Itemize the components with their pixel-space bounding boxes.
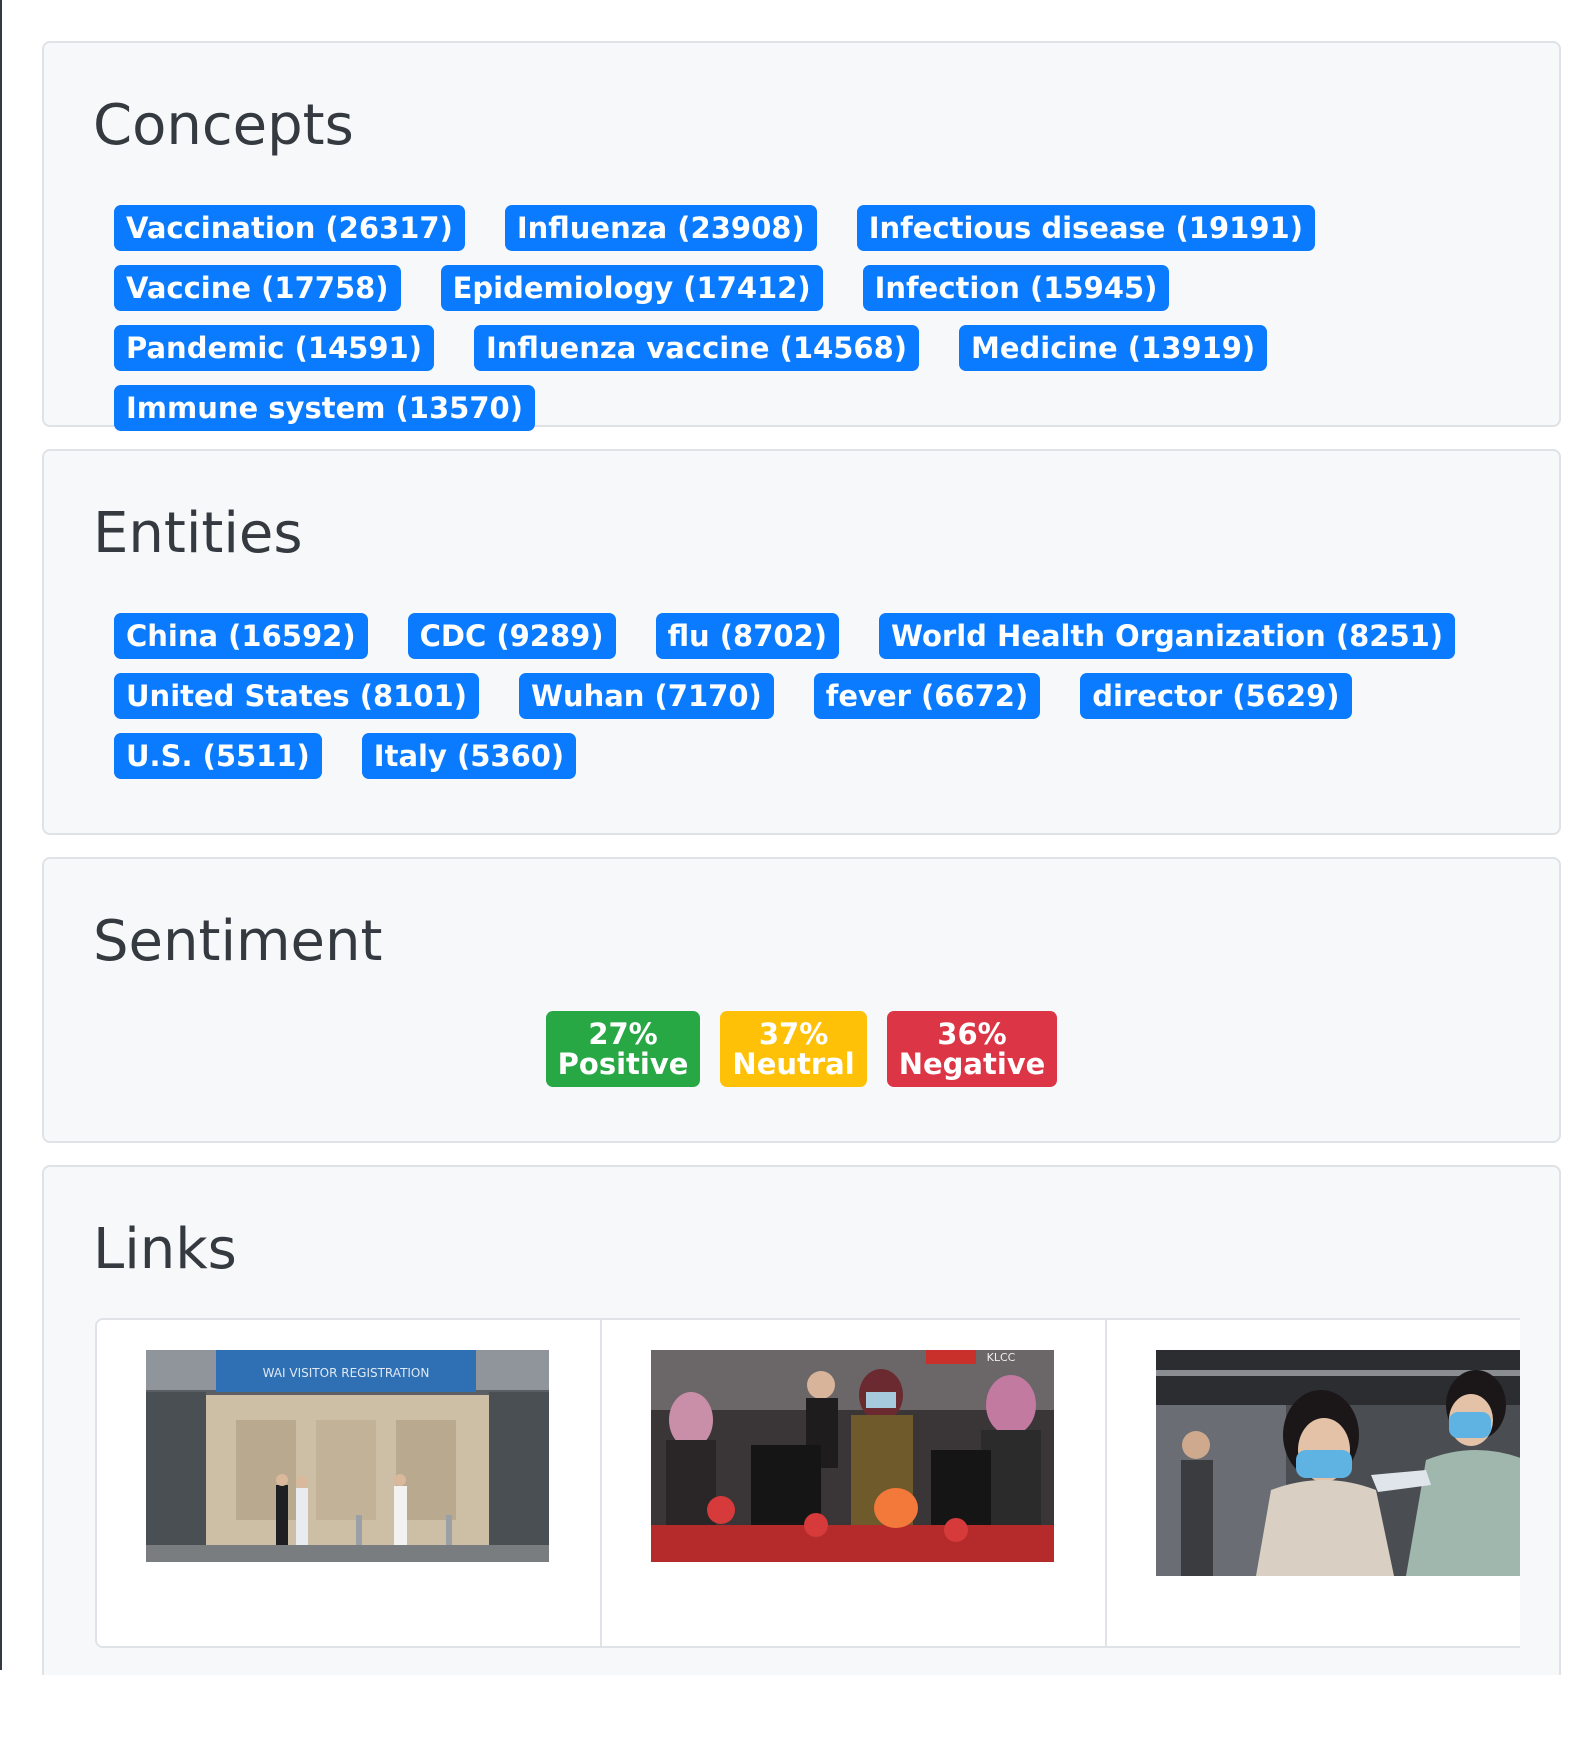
concept-badge[interactable]: Epidemiology (17412) bbox=[441, 265, 823, 311]
links-title: Links bbox=[93, 1217, 237, 1282]
link-card[interactable] bbox=[1107, 1320, 1520, 1646]
sentiment-negative-percent: 36% bbox=[937, 1017, 1007, 1051]
entity-badge[interactable]: China (16592) bbox=[114, 613, 368, 659]
links-carousel[interactable] bbox=[95, 1318, 1520, 1648]
entities-badge-list bbox=[114, 613, 1514, 779]
sentiment-positive-label: Positive bbox=[557, 1047, 689, 1081]
link-thumbnail-image[interactable] bbox=[1156, 1350, 1520, 1576]
entity-badge[interactable]: Italy (5360) bbox=[362, 733, 576, 779]
concept-badge[interactable]: Infection (15945) bbox=[863, 265, 1170, 311]
concept-badge[interactable]: Influenza vaccine (14568) bbox=[474, 325, 919, 371]
sentiment-positive-percent: 27% bbox=[588, 1017, 658, 1051]
entity-badge[interactable]: fever (6672) bbox=[814, 673, 1040, 719]
sentiment-negative-badge bbox=[887, 1011, 1058, 1087]
concept-badge[interactable]: Immune system (13570) bbox=[114, 385, 535, 431]
entity-badge[interactable]: World Health Organization (8251) bbox=[879, 613, 1455, 659]
entity-badge[interactable]: Wuhan (7170) bbox=[519, 673, 774, 719]
sentiment-title: Sentiment bbox=[93, 909, 383, 974]
concept-badge[interactable]: Medicine (13919) bbox=[959, 325, 1267, 371]
sentiment-neutral-percent: 37% bbox=[758, 1017, 829, 1051]
links-card bbox=[42, 1165, 1561, 1675]
visitor-registration-sign-text: WAI VISITOR REGISTRATION bbox=[262, 1366, 430, 1380]
page-bottom-blank bbox=[0, 1675, 1596, 1754]
concept-badge[interactable]: Vaccination (26317) bbox=[114, 205, 465, 251]
entities-card bbox=[42, 449, 1561, 835]
concepts-card bbox=[42, 41, 1561, 427]
station-sign-text: KLCC bbox=[986, 1351, 1016, 1364]
entity-badge[interactable]: CDC (9289) bbox=[408, 613, 616, 659]
entity-badge[interactable]: director (5629) bbox=[1080, 673, 1351, 719]
sentiment-card bbox=[42, 857, 1561, 1143]
entity-badge[interactable]: United States (8101) bbox=[114, 673, 479, 719]
entity-badge[interactable]: flu (8702) bbox=[656, 613, 839, 659]
link-card[interactable] bbox=[602, 1320, 1107, 1646]
sentiment-badges bbox=[44, 1011, 1559, 1087]
sentiment-neutral-badge bbox=[720, 1011, 866, 1087]
entities-title: Entities bbox=[93, 501, 303, 566]
concept-badge[interactable]: Pandemic (14591) bbox=[114, 325, 434, 371]
left-edge-line bbox=[0, 0, 2, 1670]
sentiment-positive-badge bbox=[546, 1011, 701, 1087]
link-thumbnail-image[interactable] bbox=[651, 1350, 1054, 1562]
sentiment-negative-label: Negative bbox=[898, 1047, 1046, 1081]
sentiment-neutral-label: Neutral bbox=[732, 1047, 855, 1081]
concept-badge[interactable]: Influenza (23908) bbox=[505, 205, 817, 251]
concept-badge[interactable]: Vaccine (17758) bbox=[114, 265, 401, 311]
concepts-title: Concepts bbox=[93, 93, 354, 158]
concept-badge[interactable]: Infectious disease (19191) bbox=[857, 205, 1315, 251]
link-thumbnail-image[interactable] bbox=[146, 1350, 549, 1562]
concepts-badge-list bbox=[114, 205, 1514, 431]
link-card[interactable] bbox=[97, 1320, 602, 1646]
entity-badge[interactable]: U.S. (5511) bbox=[114, 733, 322, 779]
